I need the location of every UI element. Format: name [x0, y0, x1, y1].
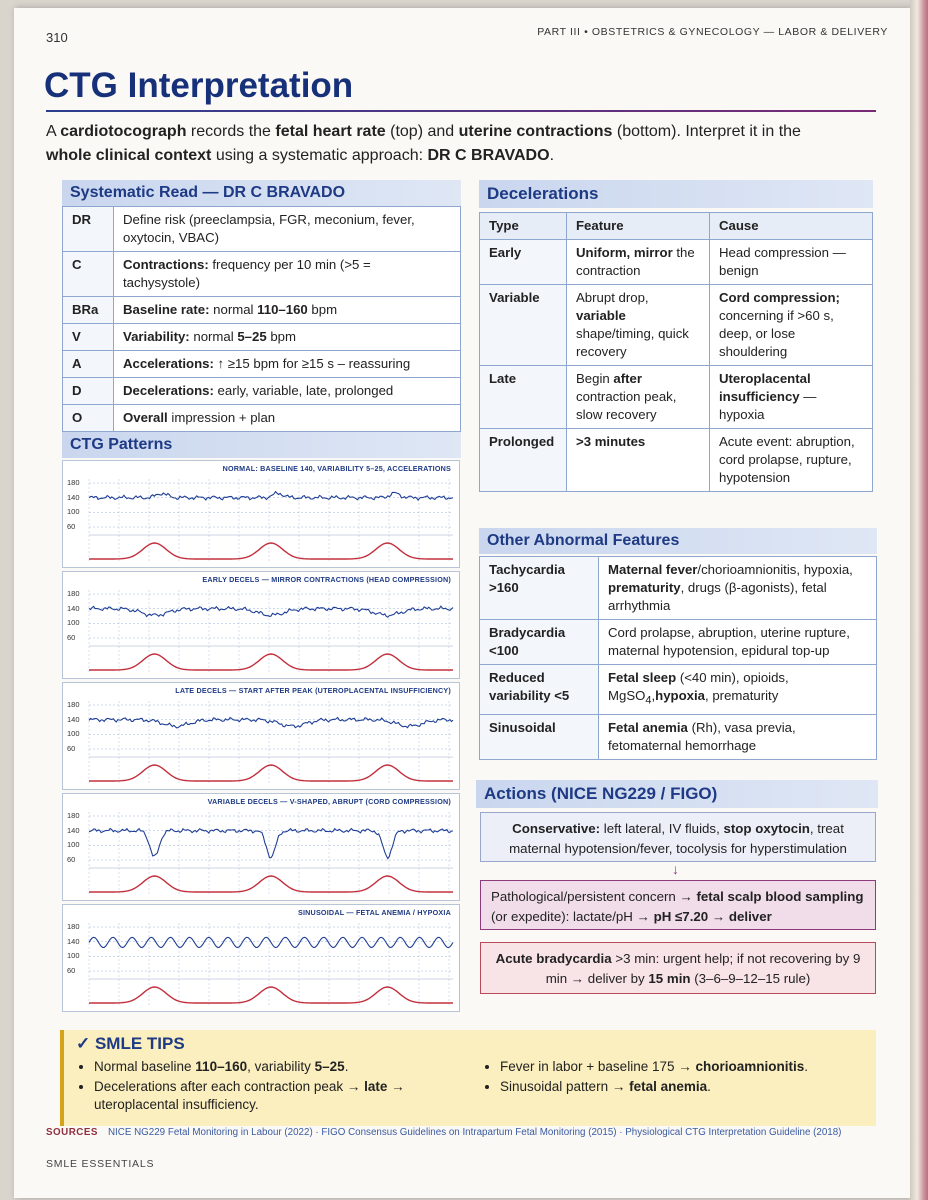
- feature-bold: after: [613, 371, 642, 386]
- y-tick-label: 180: [67, 922, 80, 931]
- value-text: ↑ ≥15 bpm for ≥15 s – reassuring: [213, 356, 411, 371]
- abnormal-feature-type: Bradycardia <100: [480, 620, 599, 665]
- tip-item: [94, 1058, 474, 1076]
- action-fetal-scalp-sampling: Pathological/persistent concern → fetal scalp blood sampling (or expedite): lactate/pH → pH ≤7.20 → deliver: [480, 880, 876, 930]
- systematic-value: [114, 252, 461, 297]
- systematic-row: [63, 405, 461, 432]
- decelerations-heading: Decelerations: [479, 180, 873, 208]
- dec-feature: [567, 285, 710, 366]
- causes-bold: Maternal fever: [608, 562, 698, 577]
- dec-header-feature: Feature: [567, 213, 710, 240]
- systematic-row: [63, 351, 461, 378]
- systematic-value: [114, 351, 461, 378]
- systematic-key: O: [63, 405, 114, 432]
- causes-text: , prematurity: [705, 688, 779, 703]
- ctg-strip: [62, 571, 460, 679]
- dec-feature: [567, 240, 710, 285]
- cause-bold: Cord compression;: [719, 290, 840, 305]
- ctg-strip-chart: [63, 905, 461, 1013]
- abnormal-feature-causes: [599, 665, 877, 715]
- tip-text: .: [344, 1059, 349, 1074]
- causes-text: Cord prolapse, abruption, uterine rupture, maternal hypotension, epidural top-up: [608, 625, 850, 658]
- feature-text: the contraction: [576, 245, 695, 278]
- dec-type: Late: [480, 366, 567, 429]
- dec-cause: [710, 429, 873, 492]
- value-text: bpm: [307, 302, 338, 317]
- dec-feature: [567, 429, 710, 492]
- other-heading: Other Abnormal Features: [479, 528, 877, 554]
- value-bold: Contractions:: [123, 257, 209, 272]
- tip-text: .: [707, 1079, 711, 1094]
- abnormal-feature-row: [480, 714, 877, 759]
- strip-caption: EARLY DECELS — MIRROR CONTRACTIONS (HEAD COMPRESSION): [202, 575, 451, 584]
- dec-type: Prolonged: [480, 429, 567, 492]
- cause-text: concerning if >60 s, deep, or lose shouldering: [719, 308, 834, 359]
- tip-text: Decelerations after each contraction peak →: [94, 1079, 365, 1094]
- deceleration-row: [480, 429, 873, 492]
- contraction-trace: [89, 543, 453, 559]
- abnormal-feature-causes: [599, 620, 877, 665]
- fetal-heart-rate-trace: [89, 606, 453, 617]
- action-acute-bradycardia: Acute bradycardia >3 min: urgent help; if not recovering by 9 min → deliver by 15 min (3–6–9–12–15 rule): [480, 942, 876, 994]
- strip-caption: SINUSOIDAL — FETAL ANEMIA / HYPOXIA: [297, 908, 451, 917]
- systematic-key: DR: [63, 207, 114, 252]
- contraction-trace: [89, 654, 453, 670]
- decelerations-table: [479, 212, 873, 492]
- fetal-heart-rate-trace: [89, 937, 453, 947]
- action-conservative: Conservative: left lateral, IV fluids, stop oxytocin, treat maternal hypotension/fever, tocolysis for hyperstimulation: [480, 812, 876, 862]
- feature-text: Begin: [576, 371, 614, 386]
- systematic-key: BRa: [63, 297, 114, 324]
- other-table: [479, 556, 877, 760]
- systematic-row: [63, 207, 461, 252]
- dec-header-type: Type: [480, 213, 567, 240]
- y-tick-label: 100: [67, 840, 80, 850]
- systematic-row: [63, 252, 461, 297]
- causes-text: (<40 min), opioids, MgSO: [608, 670, 789, 703]
- dec-header-cause: Cause: [710, 213, 873, 240]
- value-text: frequency per 10 min (>5 = tachysystole): [123, 257, 371, 290]
- page-number: 310: [46, 30, 68, 45]
- value-text: Define risk (preeclampsia, FGR, meconium, fever, oxytocin, VBAC): [123, 212, 415, 245]
- feature-text: Abrupt drop,: [576, 290, 649, 305]
- smle-tips-box: [60, 1030, 876, 1126]
- causes-bold: Fetal anemia: [608, 719, 688, 735]
- abnormal-feature-type: Reduced variability <5: [480, 665, 599, 715]
- systematic-key: C: [63, 252, 114, 297]
- cause-text: Acute event: abruption, cord prolapse, rupture, hypotension: [719, 434, 855, 485]
- y-tick-label: 60: [67, 522, 76, 531]
- systematic-table: [62, 206, 461, 432]
- y-tick-label: 60: [67, 966, 76, 975]
- value-text: normal: [189, 329, 238, 344]
- systematic-heading: Systematic Read — DR C BRAVADO: [62, 180, 461, 206]
- dec-type: Early: [480, 240, 567, 285]
- feature-text: shape/timing, quick recovery: [576, 326, 689, 359]
- abnormal-feature-causes: [599, 557, 877, 620]
- value-bold: Variability:: [123, 329, 190, 344]
- subscript: 4: [645, 694, 652, 707]
- y-tick-label: 100: [67, 951, 80, 961]
- tip-text: 5–25: [314, 1059, 345, 1074]
- tip-text: , variability: [247, 1059, 315, 1074]
- value-text: early, variable, late, prolonged: [213, 383, 394, 398]
- y-tick-label: 100: [67, 618, 80, 628]
- causes-text: (Rh), vasa previa, fetomaternal hemorrhage: [608, 719, 796, 753]
- causes-bold: hypoxia: [655, 688, 706, 703]
- running-head: PART III • OBSTETRICS & GYNECOLOGY — LABOR & DELIVERY: [537, 26, 888, 38]
- deceleration-row: [480, 285, 873, 366]
- tip-text: → uteroplacental insufficiency.: [94, 1079, 405, 1112]
- abnormal-feature-row: [480, 620, 877, 665]
- value-bold: Overall: [123, 410, 168, 425]
- feature-bold: >3 minutes: [576, 434, 646, 449]
- feature-bold: Uniform, mirror: [576, 245, 673, 260]
- y-tick-label: 60: [67, 633, 76, 642]
- deceleration-row: [480, 366, 873, 429]
- tip-text: Normal baseline: [94, 1059, 196, 1074]
- feature-bold: variable: [576, 308, 626, 323]
- tip-text: Fever in labor + baseline 175 →: [500, 1059, 696, 1074]
- y-tick-label: 140: [67, 936, 80, 946]
- systematic-row: [63, 297, 461, 324]
- cause-bold: Uteroplacental insufficiency: [719, 371, 811, 404]
- tips-left-list: [78, 1058, 474, 1116]
- value-bold: Baseline rate:: [123, 302, 210, 317]
- strip-caption: LATE DECELS — START AFTER PEAK (UTEROPLACENTAL INSUFFICIENCY): [175, 686, 451, 695]
- tip-text: chorioamnionitis: [695, 1059, 805, 1074]
- dec-cause: [710, 285, 873, 366]
- dec-cause: [710, 240, 873, 285]
- value-bold: Decelerations:: [123, 383, 214, 398]
- deceleration-row: [480, 240, 873, 285]
- intro-paragraph: A cardiotocograph records the fetal heart rate (top) and uterine contractions (bottom). Interpret it in the whole clinical context using a systematic approach: DR C BRAVADO.: [46, 123, 801, 164]
- dec-type: Variable: [480, 285, 567, 366]
- ctg-strip-chart: [63, 794, 461, 902]
- fetal-heart-rate-trace: [89, 492, 453, 501]
- tip-item: [500, 1078, 880, 1096]
- fetal-heart-rate-trace: [89, 718, 453, 729]
- causes-text: ,: [651, 688, 656, 703]
- sources-label: SOURCES: [46, 1127, 98, 1138]
- ctg-strip: [62, 904, 460, 1012]
- contraction-trace: [89, 987, 453, 1003]
- y-tick-label: 100: [67, 729, 80, 739]
- systematic-key: D: [63, 378, 114, 405]
- ctg-strip-chart: [63, 572, 461, 680]
- actions-heading: Actions (NICE NG229 / FIGO): [476, 780, 878, 808]
- causes-bold: Fetal sleep: [608, 670, 677, 685]
- strip-caption: VARIABLE DECELS — V-SHAPED, ABRUPT (CORD COMPRESSION): [207, 797, 451, 806]
- value-text: impression + plan: [167, 410, 276, 425]
- y-tick-label: 180: [67, 478, 80, 487]
- abnormal-feature-causes: [599, 714, 877, 759]
- y-tick-label: 180: [67, 589, 80, 598]
- systematic-value: [114, 297, 461, 324]
- page-title: CTG Interpretation: [44, 66, 354, 105]
- tip-text: Sinusoidal pattern →: [500, 1079, 630, 1094]
- tips-heading: ✓ SMLE TIPS: [76, 1034, 185, 1053]
- value-bold: 5–25: [237, 329, 267, 344]
- value-text: normal: [209, 302, 258, 317]
- y-tick-label: 180: [67, 811, 80, 820]
- tip-text: fetal anemia: [629, 1079, 708, 1094]
- tip-text: late: [364, 1079, 388, 1094]
- systematic-key: A: [63, 351, 114, 378]
- systematic-value: [114, 324, 461, 351]
- contraction-trace: [89, 876, 453, 892]
- ctg-strip: [62, 793, 460, 901]
- tip-text: 110–160: [195, 1059, 248, 1074]
- ctg-strip: [62, 460, 460, 568]
- ctg-strip-chart: [63, 461, 461, 569]
- causes-bold: prematurity: [608, 580, 681, 595]
- y-tick-label: 100: [67, 507, 80, 517]
- dec-feature: [567, 366, 710, 429]
- tips-right-list: [484, 1058, 880, 1098]
- tip-text: .: [804, 1059, 809, 1074]
- y-tick-label: 60: [67, 855, 76, 864]
- systematic-value: [114, 207, 461, 252]
- book-edge: [910, 0, 928, 1200]
- cause-text: Head compression — benign: [719, 245, 846, 278]
- abnormal-feature-type: Tachycardia >160: [480, 557, 599, 620]
- abnormal-feature-row: [480, 665, 877, 715]
- y-tick-label: 140: [67, 825, 80, 835]
- ctg-strip-chart: [63, 683, 461, 791]
- y-tick-label: 60: [67, 744, 76, 753]
- y-tick-label: 140: [67, 492, 80, 502]
- y-tick-label: 140: [67, 603, 80, 613]
- patterns-heading: CTG Patterns: [62, 432, 461, 458]
- tip-item: [94, 1078, 474, 1114]
- contraction-trace: [89, 765, 453, 781]
- value-bold: Accelerations:: [123, 356, 214, 371]
- value-text: bpm: [266, 329, 297, 344]
- systematic-row: [63, 378, 461, 405]
- ctg-strips: [62, 460, 460, 1015]
- feature-text: contraction peak, slow recovery: [576, 389, 677, 422]
- cause-text: — hypoxia: [719, 389, 817, 422]
- ctg-strip: [62, 682, 460, 790]
- title-rule: [46, 110, 876, 112]
- sources-text: NICE NG229 Fetal Monitoring in Labour (2022) · FIGO Consensus Guidelines on Intrapartum Fetal Monitoring (2015) · Physiological CTG Interpretation Guideline (2018): [107, 1127, 842, 1138]
- footer-label: SMLE ESSENTIALS: [46, 1158, 155, 1170]
- down-arrow-icon: ↓: [672, 861, 679, 877]
- tip-item: [500, 1058, 880, 1076]
- y-tick-label: 140: [67, 714, 80, 724]
- systematic-row: [63, 324, 461, 351]
- fetal-heart-rate-trace: [89, 829, 453, 859]
- y-tick-label: 180: [67, 700, 80, 709]
- causes-text: /chorioamnionitis, hypoxia,: [697, 562, 853, 577]
- causes-text: , drugs (β-agonists), fetal arrhythmia: [608, 580, 827, 613]
- value-bold: 110–160: [257, 302, 308, 317]
- systematic-value: [114, 405, 461, 432]
- strip-caption: NORMAL: BASELINE 140, VARIABILITY 5–25, ACCELERATIONS: [222, 464, 451, 473]
- sources-line: [46, 1127, 876, 1138]
- abnormal-feature-row: [480, 557, 877, 620]
- dec-cause: [710, 366, 873, 429]
- systematic-key: V: [63, 324, 114, 351]
- abnormal-feature-type: Sinusoidal: [480, 714, 599, 759]
- systematic-value: [114, 378, 461, 405]
